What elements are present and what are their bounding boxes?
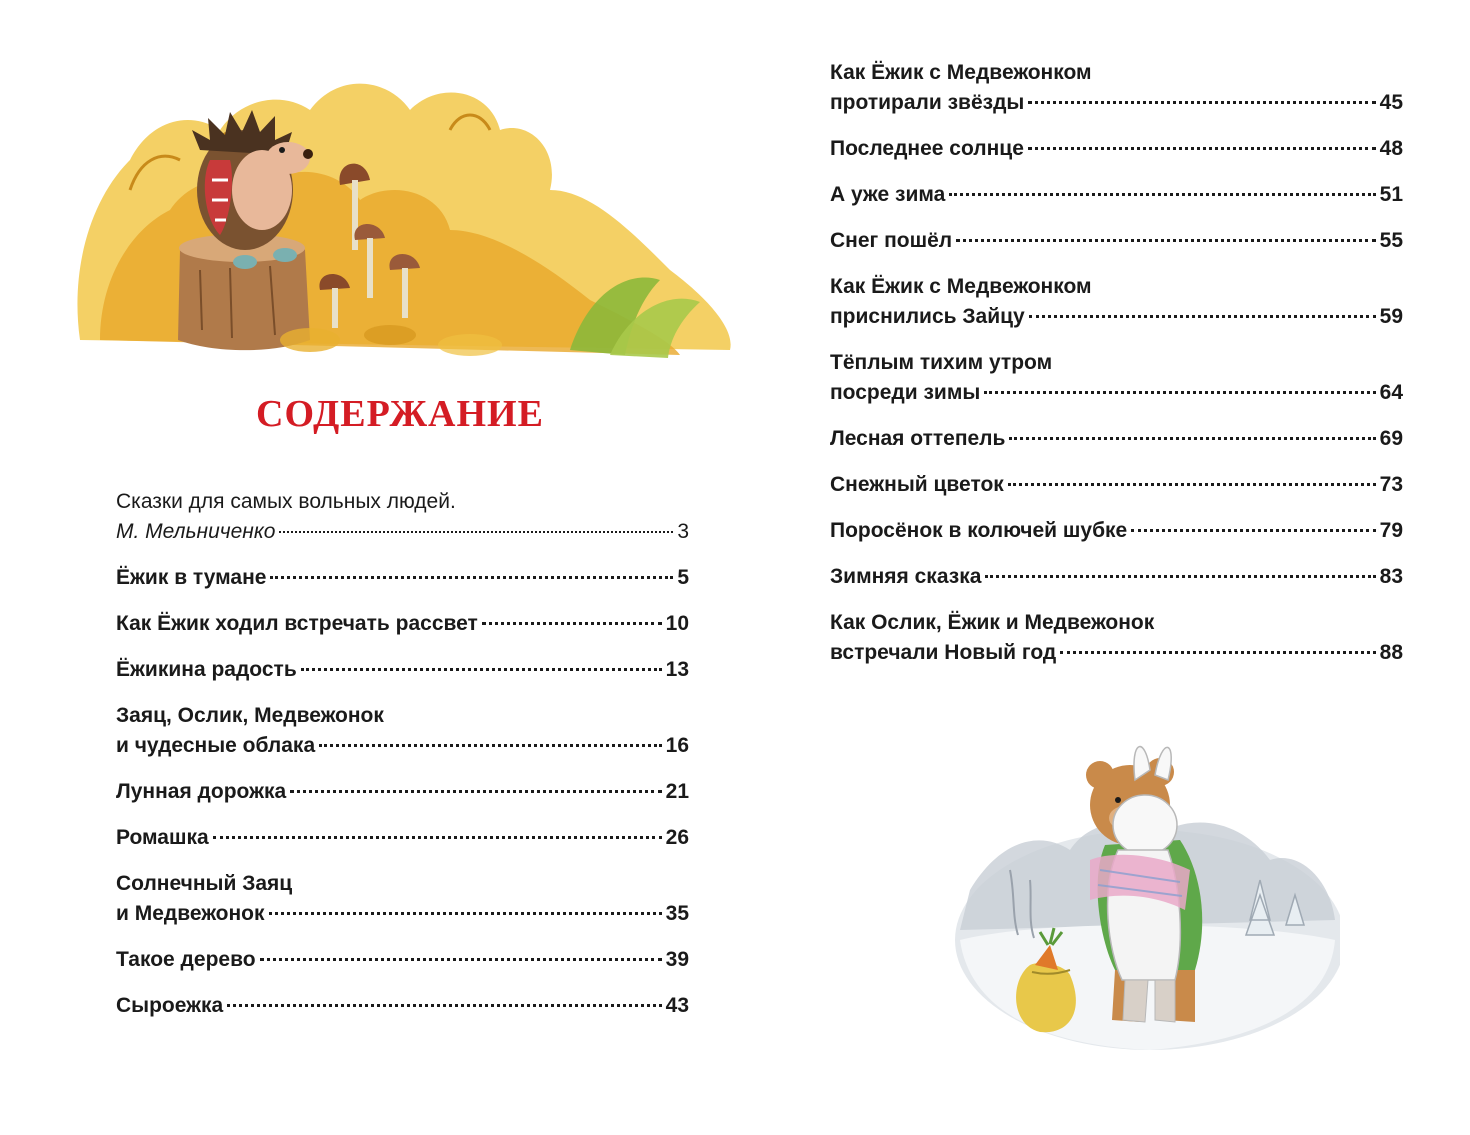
dot-leader (1028, 147, 1376, 150)
toc-entry[interactable] (116, 869, 689, 929)
toc-entry-title-line2: и Медвежонок (116, 902, 265, 925)
toc-entry[interactable] (116, 991, 689, 1021)
hedgehog-illustration (70, 40, 740, 370)
toc-entry[interactable] (116, 823, 689, 853)
toc-entry-title: Тёплым тихим утром (830, 351, 1053, 374)
toc-entry[interactable] (830, 424, 1403, 454)
right-page (735, 0, 1470, 1135)
toc-page-number: 10 (665, 612, 689, 635)
toc-page-number: 48 (1379, 137, 1403, 160)
toc-entry-title: Снежный цветок (830, 473, 1004, 496)
dot-leader (985, 575, 1375, 578)
toc-list-right (830, 58, 1403, 684)
toc-list-left (116, 487, 689, 1037)
toc-entry[interactable] (116, 945, 689, 975)
toc-page-number: 45 (1379, 91, 1403, 114)
toc-entry-title: Как Ослик, Ёжик и Медвежонок (830, 611, 1155, 634)
toc-entry-title: Сказки для самых вольных людей. (116, 490, 456, 513)
toc-entry-title: Солнечный Заяц (116, 872, 293, 895)
toc-page-number: 59 (1379, 305, 1403, 328)
toc-page-number: 43 (665, 994, 689, 1017)
toc-entry-title-line2: встречали Новый год (830, 641, 1057, 664)
dot-leader (1060, 651, 1375, 654)
dot-leader (301, 668, 662, 671)
dot-leader (227, 1004, 661, 1007)
toc-entry-title: Как Ёжик с Медвежонком (830, 275, 1092, 298)
toc-entry[interactable] (830, 58, 1403, 118)
toc-entry[interactable] (116, 563, 689, 593)
dot-leader (290, 790, 661, 793)
dot-leader (1009, 437, 1375, 440)
dot-leader (279, 531, 673, 533)
toc-entry[interactable] (830, 348, 1403, 408)
dot-leader (1008, 483, 1376, 486)
bear-hare-illustration-art (940, 720, 1340, 1060)
toc-entry-title: Как Ёжик ходил встречать рассвет (116, 612, 478, 635)
toc-page-number: 35 (665, 902, 689, 925)
toc-entry-title-line2: и чудесные облака (116, 734, 316, 757)
toc-page-number: 88 (1379, 641, 1403, 664)
toc-page-number: 51 (1379, 183, 1403, 206)
toc-entry-intro[interactable] (116, 487, 689, 547)
dot-leader (956, 239, 1375, 242)
toc-entry-title: Ёжикина радость (116, 658, 297, 681)
toc-page-number: 79 (1379, 519, 1403, 542)
toc-page-number: 83 (1379, 565, 1403, 588)
dot-leader (269, 912, 662, 915)
toc-entry-title: Поросёнок в колючей шубке (830, 519, 1128, 542)
toc-entry[interactable] (830, 180, 1403, 210)
toc-page-number: 5 (677, 566, 689, 589)
toc-entry-title: Ёжик в тумане (116, 566, 267, 589)
toc-entry-title: Лунная дорожка (116, 780, 287, 803)
dot-leader (1131, 529, 1375, 532)
toc-entry[interactable] (830, 516, 1403, 546)
toc-entry-title-line2: посреди зимы (830, 381, 981, 404)
toc-entry-title: Снег пошёл (830, 229, 953, 252)
hedgehog-illustration-art (70, 40, 740, 370)
toc-page-number: 16 (665, 734, 689, 757)
dot-leader (213, 836, 662, 839)
toc-entry-title-line2: приснились Зайцу (830, 305, 1025, 328)
toc-page-number: 64 (1379, 381, 1403, 404)
toc-page-number: 55 (1379, 229, 1403, 252)
toc-entry-title: Заяц, Ослик, Медвежонок (116, 704, 384, 727)
toc-entry-title: Лесная оттепель (830, 427, 1006, 450)
toc-page-number: 73 (1379, 473, 1403, 496)
toc-entry[interactable] (116, 609, 689, 639)
bear-hare-illustration (940, 720, 1340, 1060)
toc-entry-author: М. Мельниченко (116, 520, 276, 543)
toc-entry[interactable] (830, 226, 1403, 256)
toc-page-number: 13 (665, 658, 689, 681)
toc-entry-title: Зимняя сказка (830, 565, 982, 588)
toc-entry-title: Как Ёжик с Медвежонком (830, 61, 1092, 84)
dot-leader (1029, 315, 1376, 318)
toc-page-number: 3 (677, 520, 689, 543)
toc-entry[interactable] (830, 608, 1403, 668)
toc-page-number: 26 (665, 826, 689, 849)
toc-entry-title: А уже зима (830, 183, 946, 206)
toc-entry[interactable] (830, 272, 1403, 332)
toc-entry-title: Ромашка (116, 826, 209, 849)
dot-leader (270, 576, 673, 579)
dot-leader (949, 193, 1375, 196)
toc-page-number: 39 (665, 948, 689, 971)
dot-leader (482, 622, 662, 625)
toc-entry-title: Сыроежка (116, 994, 224, 1017)
toc-entry[interactable] (116, 655, 689, 685)
toc-entry[interactable] (116, 701, 689, 761)
dot-leader (260, 958, 662, 961)
toc-entry-title-line2: протирали звёзды (830, 91, 1025, 114)
toc-page-number: 69 (1379, 427, 1403, 450)
toc-entry[interactable] (116, 777, 689, 807)
toc-page-number: 21 (665, 780, 689, 803)
toc-entry[interactable] (830, 562, 1403, 592)
dot-leader (319, 744, 662, 747)
toc-entry-title: Такое дерево (116, 948, 256, 971)
toc-entry-title: Последнее солнце (830, 137, 1024, 160)
toc-title: СОДЕРЖАНИЕ (256, 393, 544, 435)
dot-leader (1028, 101, 1375, 104)
toc-entry[interactable] (830, 134, 1403, 164)
toc-entry[interactable] (830, 470, 1403, 500)
dot-leader (984, 391, 1375, 394)
